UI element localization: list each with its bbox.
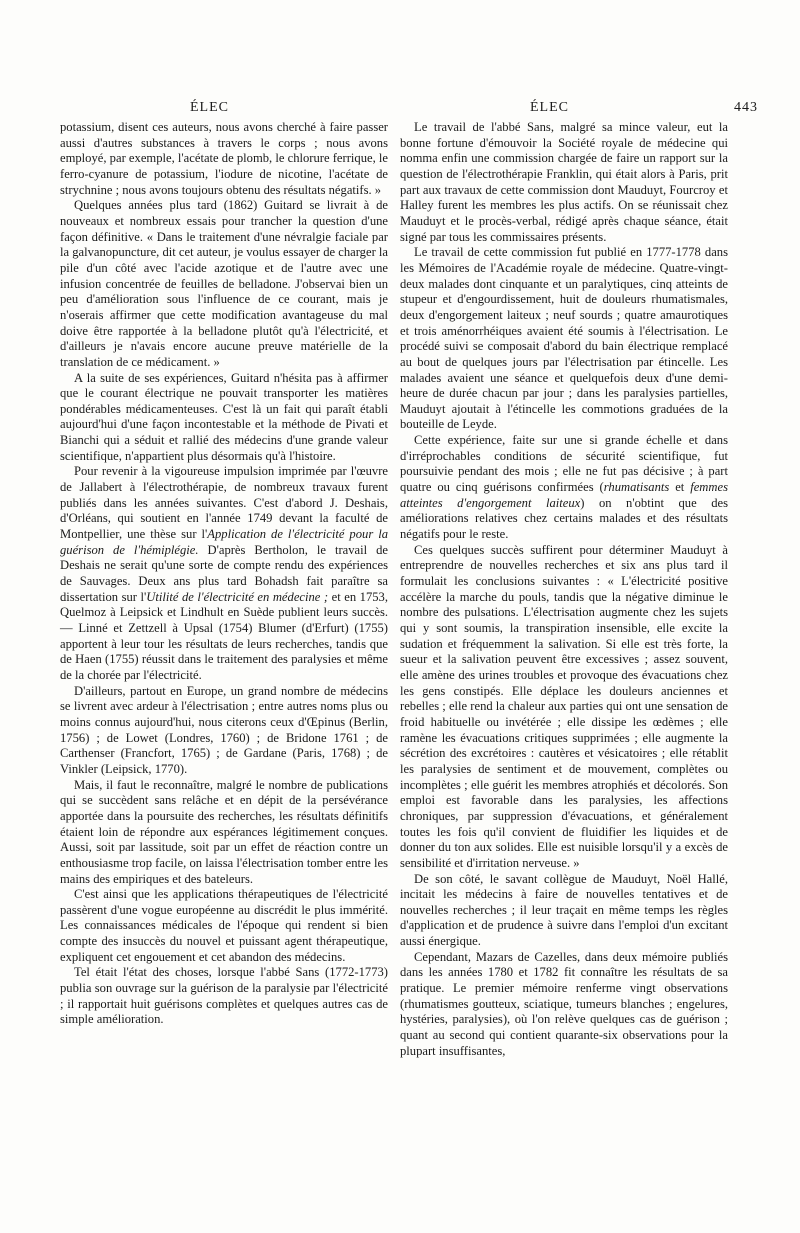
- paragraph: C'est ainsi que les applications thérapeutiques de l'électricité passèrent d'une vogue européenne au discrédit le plus immérité. Les connaissances médicales de l'époque qui rendent si bien compte des insuccès du nouvel et puissant agent thérapeutique, expliquent cet engouement et cet abandon des médecins.: [60, 887, 388, 964]
- running-head-right: ÉLEC: [530, 100, 569, 115]
- paragraph: Pour revenir à la vigoureuse impulsion imprimée par l'œuvre de Jallabert à l'électrothérapie, de nombreux travaux furent publiés dans les années suivantes. C'est d'abord J. Deshais, d'Orléans, qui soutient en l'année 1749 devant la faculté de Montpellier, une thèse sur l'Application de l'électricité pour la guérison de l'hémiplégie. D'après Bertholon, le travail de Deshais ne serait qu'une sorte de compte rendu des expériences de Sauvages. Deux ans plus tard Bohadsh fait paraître sa dissertation sur l'Utilité de l'électricité en médecine ; et en 1753, Quelmoz à Leipsick et Lindhult en Suède publient leurs succès. — Linné et Zettzell à Upsal (1754) Blumer (d'Erfurt) (1755) apportent à leur tour les résultats de leurs recherches, tandis que de Haen (1755) réussit dans le traitement des paralysies et même de la chorée par l'électricité.: [60, 464, 388, 682]
- page-number: 443: [734, 100, 758, 115]
- italic-phrase: femmes atteintes d'engorgement laiteux: [400, 480, 728, 510]
- paragraph: Le travail de cette commission fut publié en 1777-1778 dans les Mémoires de l'Académie royale de médecine. Quatre-vingt-deux malades dont cinquante et un paralytiques, cinq atteints de stupeur et d'engourdissement, huit de douleurs rhumatismales, deux d'engorgement laiteux ; neuf sourds ; quatre amaurotiques et trois aménorrhéiques avaient été soumis à l'électrisation. Le procédé suivi se composait d'abord du bain électrique remplacé au bout de quelques jours par l'électrisation par étincelle. Les malades avaient une séance et quelquefois deux d'une demi-heure de durée chacun par jour ; dans les paralysies partielles, Mauduyt ajoutait à l'étincelle les commotions graduées de la bouteille de Leyde.: [400, 245, 728, 432]
- left-column: [60, 120, 388, 1028]
- paragraph: Tel était l'état des choses, lorsque l'abbé Sans (1772-1773) publia son ouvrage sur la guérison de la paralysie par l'électricité ; il rapportait huit guérisons complètes et quelques autres cas de simple amélioration.: [60, 965, 388, 1027]
- paragraph: A la suite de ses expériences, Guitard n'hésita pas à affirmer que le courant électrique ne pouvait transporter les matières pondérables médicamenteuses. C'est là un fait qui paraît établi aujourd'hui d'une façon incontestable et la méthode de Pivati et Bianchi qui a séduit et rallié des médecins d'une grande valeur scientifique, n'appartient plus désormais qu'à l'histoire.: [60, 370, 388, 463]
- paragraph: Cette expérience, faite sur une si grande échelle et dans d'irréprochables conditions de sécurité scientifique, fut poursuivie pendant des mois ; elle ne fut pas décisive ; à part quatre ou cinq guérisons confirmées (rhumatisants et femmes atteintes d'engorgement laiteux) on n'obtint que des améliorations relatives chez certains malades et des résultats négatifs pour le reste.: [400, 433, 728, 542]
- paragraph: D'ailleurs, partout en Europe, un grand nombre de médecins se livrent avec ardeur à l'électrisation ; entre autres noms plus ou moins connus aujourd'hui, nous citerons ceux d'Œpinus (Berlin, 1756) ; de Lowet (Londres, 1760) ; de Bridone 1761 ; de Carthenser (Francfort, 1765) ; de Gardane (Paris, 1768) ; de Vinkler (Leipsick, 1770).: [60, 683, 388, 776]
- paragraph: Ces quelques succès suffirent pour déterminer Mauduyt à entreprendre de nouvelles recherches et six ans plus tard il formulait les conclusions suivantes : « L'électricité positive accélère la marche du pouls, tandis que la négative diminue le nombre des pulsations. L'électrisation augmente chez les sujets qui y sont soumis, la transpiration insensible, elle excite la sudation et fréquemment la salivation. Si elle est très forte, la sueur et la salivation peuvent être excessives ; assez souvent, elle amène des urines troubles et provoque des évacuations chez les gens constipés. Elle déplace les douleurs anciennes et rebelles ; elle rend la chaleur aux parties qui ont une sensation de froid habituelle ou invétérée ; elle dissipe les œdèmes ; elle ramène les évacuations critiques supprimées ; elle augmente la sécrétion des excrétoires : cautères et vésicatoires ; elle rétablit les paralysies de sentiment et de mouvement, complètes ou incomplètes ; elle guérit les membres atrophiés et décolorés. Son emploi est favorable dans les paralysies, les affections chroniques, par suppression d'évacuations, et généralement toutes les fois qu'il convient de fluidifier les liquides et de donner du ton aux solides. Elle est nuisible lorsqu'il y a excès de sensibilité et d'irritation nerveuse. »: [400, 542, 729, 870]
- italic-phrase: rhumatisants: [603, 480, 670, 495]
- paragraph: Quelques années plus tard (1862) Guitard se livrait à de nouveaux et nombreux essais pour trancher la question d'une façon définitive. « Dans le traitement d'une névralgie faciale par la galvanopuncture, dit cet auteur, je voulus essayer de charger la pile d'un côté avec l'acide azotique et de l'autre avec une infusion concentrée de feuilles de belladone. J'observai bien un peu d'amélioration sous l'influence de ce courant, mais je n'oserais affirmer que cette modification avantageuse du mal doive être rapportée à la belladone plutôt qu'à l'électricité, et d'ailleurs je n'avais encore aucune preuve matérielle de la translation de ce médicament. »: [60, 198, 388, 369]
- running-head-left: ÉLEC: [190, 100, 229, 115]
- paragraph: potassium, disent ces auteurs, nous avons cherché à faire passer aussi d'autres substances à travers le corps ; nous avons employé, par exemple, l'acétate de plomb, le chlorure ferrique, le ferro-cyanure de potassium, l'iodure de nicotine, l'acétate de strychnine ; nous avons toujours obtenu des résultats négatifs. »: [60, 120, 388, 197]
- right-column: [400, 120, 728, 1059]
- italic-title: Utilité de l'électricité en médecine ;: [146, 589, 329, 604]
- paragraph: Le travail de l'abbé Sans, malgré sa mince valeur, eut la bonne fortune d'émouvoir la Société royale de médecine qui nomma enfin une commission chargée de faire un rapport sur la question de l'électrothérapie Franklin, qui était alors à Paris, prit part aux travaux de cette commission dont Mauduyt, Fourcroy et Halley furent les membres les plus actifs. On se réunissait chez Mauduyt et le procès-verbal, rédigé après chaque séance, était signé par tous les commissaires présents.: [400, 120, 728, 244]
- paragraph: Mais, il faut le reconnaître, malgré le nombre de publications qui se succèdent sans relâche et en dépit de la persévérance apportée dans la poursuite des recherches, les résultats définitifs étaient loin de répondre aux espérances légitimement conçues. Aussi, soit par lassitude, soit par un effet de réaction contre un enthousiasme trop facile, on laissa l'électrisation tomber entre les mains des empiriques et des bateleurs.: [60, 777, 388, 886]
- paragraph: De son côté, le savant collègue de Mauduyt, Noël Hallé, incitait les médecins à faire de nouvelles tentatives et de nouvelles recherches ; il leur traçait en même temps les règles d'application et de prudence à suivre dans l'emploi d'un excitant aussi énergique.: [400, 871, 728, 949]
- italic-title: Application de l'électricité pour la guérison de l'hémiplégie.: [60, 527, 388, 557]
- paragraph: Cependant, Mazars de Cazelles, dans deux mémoire publiés dans les années 1780 et 1782 fit connaître les résultats de sa pratique. Le premier mémoire renferme vingt observations (rhumatismes goutteux, sciatique, tumeurs blanches ; engelures, hystéries, paralysies), où l'on relève quelques cas de guérison ; quant au second qui contient quarante-six observations pour la plupart insuffisantes,: [400, 949, 728, 1058]
